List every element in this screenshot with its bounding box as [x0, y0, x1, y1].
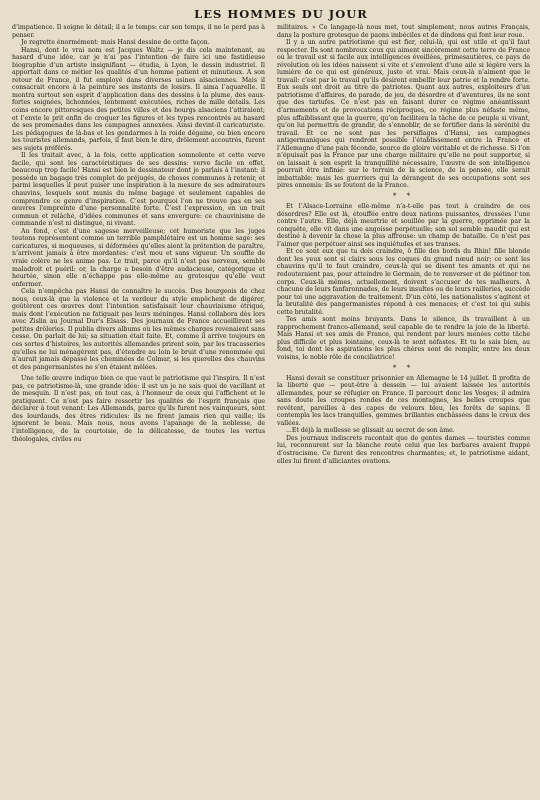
paragraph: Cela n’empêcha pas Hansi de connaître le succès. Des bourgeois de chez nous, ceux-là que la violence et la verdeur du style empêchent de digérer, goûtèrent ces œuvres dont l’intention satisfaisait leur chauvinisme étriqué, mais dont l’exécution ne fatiguait pas leurs méninges. Hansi collabora dès lors avec Zislin au Journal Dur’s Elsass. Des journaux de France accueillirent ses petites drôleries. Il publia divers albums où les mêmes charges revenaient sans cesse. On parlait de lui; sa situation était faite. Et, comme il arrive toujours en ces sortes d’histoires, les autorités allemandes prirent soin, par les tracasseries qu’elles ne lui ménagèrent pas, d’étendre au loin le bruit d’une renommée qui n’aurait jamais dépassé les cheminées de Colmar, si les querelles des chauvins et des pangermanistes ne s’en étaient mêlées. [12, 288, 265, 371]
paragraph: Et ce sont eux que tu dois craindre, ô fille des bords du Rhin! fille blonde dont les yeux sont si clairs sous les coques du grand nœud noir; ce sont les chauvins qu’il te faut craindre, ceux-là qui se disent tes amants et qui ne redouteraient pas, pour atteindre le Germain, de te renverser et de piétiner ton corps. Ceux-là mêmes, actuellement, doivent s’accuser de tes malheurs. A chacune de leurs fanfaronnades, de leurs insultes ou de leurs railleries, succède pour toi une aggravation de traitement. D’un côté, les nationalistes s’agitent et la brutalité des pangermanistes répond à ces menaces; et c’est toi qui subis cette brutalité. [277, 248, 530, 316]
left-column [12, 24, 265, 465]
paragraph: Il les traitait avec, à la fois, cette application somnolente et cette verve facile, qui sont les caractéristiques de ses dessins: verve facile en effet, beaucoup trop facile! Hansi est bien le dessinateur dont je parlais à l’instant: il possède un bagage très complet de préjugés, de choses communes à retenir, et parmi lesquelles il peut puiser une inspiration à la mesure de ses admirateurs chauvins, lesquels sont munis du même bagage et seulement capables de comprendre ce genre d’inspiration. C’est pourquoi l’on ne trouve pas en ses œuvres l’empreinte d’une personnalité forte. C’est l’expression, en un trait commun et relâché, d’idées communes et sans envergure: ce chauvinisme de commande n’est ni distingué, ni vivant. [12, 152, 265, 228]
paragraph: ...Et déjà la mollesse se glissait au secret de son âme. [286, 427, 455, 435]
paragraph: Hansi, dont le vrai nom est Jacques Waltz — je dis cela maintenant, au hasard d’une idée, car je n’ai pas l’intention de faire ici une fastidieuse biographie d’un artiste insignifiant — étudia, à Lyon, le dessin industriel. Il apportait dans ce métier les qualités d’un homme patient et minutieux. A son retour de France, il fut employé dans diverses usines alsaciennes. Mais il consacrait encore à la peinture ses instants de loisirs. Il aima l’aquarelle. Il montra surtout son esprit d’application dans des dessins à la plume, des eaux-fortes soignées, lichonnées, lentement exécutées, riches de mille détails. Les coins encore pittoresques des petites villes et des bourgs alsaciens l’attiraient; et l’envie le prit enfin de croquer les figures et les types rencontrés au hasard de ses promenades dans les campagnes annexées. Ainsi devint-il caricaturiste. Les pédagogues de là-bas et les gendarmes à la roide dégaine, ou bien encore les touristes allemands, parfois, il faut bien le dire, drôlement accoutrés, furent ses sujets préférés. [12, 46, 265, 152]
paragraph: Il y a un autre patriotisme qui est fier, celui-là, qui est utile et qu’il faut respecter. Ils sont nombreux ceux qui aiment sincèrement cette terre de France où le travail est si facile aux intelligences éveillées, primesautières, ce pays de révolution où les idées naissent si vite et s’envolent d’une aile si légère vers la lumière de ce qui est généreux, juste et vrai. Mais ceux-là n’aiment que le travail: c’est par le travail qu’ils désirent embellir leur patrie et la rendre forte. Eux seuls ont droit au titre de patriotes. Quant aux autres, exploiteurs d’un patriotisme d’affaires, de parade, de jeu, de désordre et d’aventures, ils ne sont que des tartufes. Ce n’est pas en faisant durer ce régime anéantissant d’armements et de provocations réciproques, ce régime plus néfaste même, plus affaiblissant que la guerre, qu’on facilitera la tâche de ce peuple si vivant, qu’on lui permettra de grandir, de s’ennoblir, de se fortifier dans la sérénité du travail. Et ce ne sont pas les persiflages d’Hansi, ses campagnes antigermaniques qui rendront possible l’établissement entre la France et l’Allemagne d’une paix féconde, source de gloire véritable et de richesse. Si l’on n’épuisait pas la France par une charge militaire qu’elle ne peut supporter, si on laissait à son esprit la tranquillité nécessaire, l’œuvre de son intelligence pourrait être infinie: sur le terrain de la science, de la pensée, elle serait imbattable: mais les guerriers qui la dérangent de ses occupations sont ses pires ennemis: ils se foutent de la France. [277, 39, 530, 190]
paragraph: Hansi devait se constituer prisonnier en Allemagne le 14 juillet. Il profita de la liberté que — peut-être à dessein — lui avaient laissée les autorités allemandes, pour se réfugier en France. Il parcourt donc les Vosges; il admira sans doute les croupes rondes de ces montagnes, les belles croupes que revêtent, pareilles à des capes de velours bleu, les forêts de sapins. Il contempla les lacs tranquilles, gemmes brillantes enchâssées dans le creux des vallées. [277, 374, 530, 427]
paragraph: Tes amis sont moins bruyants. Dans le silence, ils travaillent à un rapprochement franco-allemand, seul capable de te rendre la joie de la liberté. Mais Hansi et ses amis de France, qui rendent par leurs menées cette tâche plus difficile et plus lointaine, ceux-là te sont néfastes. Et tu le sais bien, au fond, toi dont les aspirations les plus chères sont de remplir, entre les deux voisins, le noble rôle de conciliatrice! [277, 316, 530, 361]
paragraph: d’impatience. Il soigne le détail; il a le temps: car son temps, il ne le perd pas à penser. [12, 24, 265, 39]
section-separator: * * [392, 192, 415, 201]
paragraph: Je regrette énormément: mais Hansi dessine de cette façon. [21, 39, 210, 47]
paragraph: Au fond, c’est d’une sagesse merveilleuse; cet humoriste que les juges teutons représentent comme un terrible pamphlétaire est un homme sage: ses caricatures, si moqueuses, si déformées qu’elles aient la prétention de paraître, n’arrivent jamais à être mordantes: c’est mou et sans vigueur. Un souffle de vraie colère ne les anime pas. Le trait, parce qu’il n’est pas nerveux, semble maladroit et puéril: or, la charge a besoin d’être audacieuse, catégorique et heurtée, sinon elle n’échappe pas elle-même au grotesque qu’elle veut enfermer. [12, 227, 265, 288]
paragraph: militaires. » Ce langage-là nous met, tout simplement, nous autres Français, dans la posture grotesque de paons imbéciles et de dindons qui font leur roue. [277, 24, 530, 39]
paragraph: Et l’Alsace-Lorraine elle-même n’a-t-elle pas tout à craindre de ces désordres? Elle est là, étouffée entre deux nations puissantes, dressées l’une contre l’autre. Elle, déjà meurtrie et souillée par la guerre, opprimée par la conquête, elle vit dans une angoisse perpétuelle; son sol semble maudit qui est destiné à devenir la chose la plus affreuse: un champ de bataille. Ce n’est pas l’aimer que perpétuer ainsi ses inquiétudes et ses transes. [277, 203, 530, 248]
right-column [277, 24, 530, 465]
paragraph: Une telle œuvre indique bien ce que vaut le patriotisme qui l’inspira. Il n’est pas, ce patriotisme-là, une grande idée: il est un je ne sais quoi de vacillant et de mesquin. Il n’est pas, en tout cas, à l’honneur de ceux qui l’affichent et le pratiquent. Ce n’est pas faire ressortir les qualités de l’esprit français que déclarer à tout venant: Les Allemands, parce qu’ils furent nos vainqueurs, sont des lourdauds, des êtres ridicules: ils ne firent jamais rien qui vaille; ils ignorent le beau. Mais nous, nous avons l’apanage de la noblesse, de l’intelligence, de la courtoisie, de la délicatesse, de toutes les vertus théologales, civiles ou [12, 375, 265, 443]
paragraph: Des journaux indiscrets racontait que de gentes dames — touristes comme lui, reconnurent sur la blanche route celui que les barbares avaient frappé d’ostracisme. Ce furent des rencontres charmantes; et, le patriotisme aidant, elles lui firent d’alliciantes ovations. [277, 434, 530, 465]
section-separator: * * [392, 363, 415, 372]
running-head: LES HOMMES DU JOUR [194, 7, 368, 21]
